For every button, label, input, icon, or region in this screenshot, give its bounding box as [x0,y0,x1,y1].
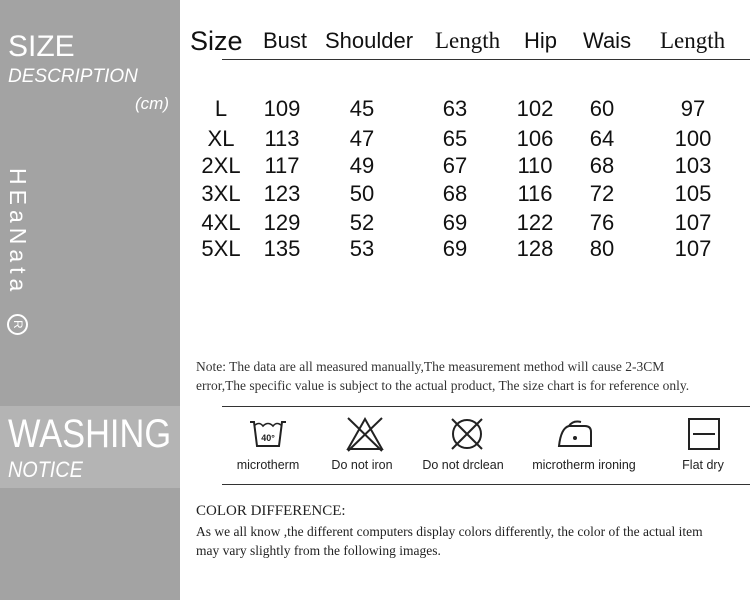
washing-rule-top [222,406,750,407]
wash-label: microtherm [236,458,300,472]
iron-low-icon [555,416,595,452]
cell-length: 65 [442,126,468,151]
cell-shoulder: 47 [349,126,375,151]
cell-shoulder: 45 [349,96,375,121]
wash-temp: 40° [261,433,275,443]
cell-length-2: 105 [674,181,712,206]
cell-length: 63 [442,96,468,121]
cell-waist: 60 [589,96,615,121]
iron-label: microtherm ironing [532,458,636,472]
cell-length: 69 [442,210,468,235]
measurement-note [196,357,750,395]
cell-size: 3XL [201,181,241,206]
cell-bust: 109 [263,96,301,121]
cell-waist: 80 [589,236,615,261]
cell-hip: 106 [516,126,554,151]
header-shoulder: Shoulder [325,28,414,53]
cell-size: L [214,96,228,121]
cell-hip: 110 [517,153,553,178]
cell-length-2: 103 [674,153,712,178]
registered-mark-icon: R [7,314,28,335]
note-line-1: Note: The data are all measured manually,The measurement method will cause 2-3CM [196,359,665,374]
header-bust: Bust [263,28,308,53]
cell-size: 4XL [201,210,241,235]
cell-size: 5XL [201,236,241,261]
header-size: Size [190,26,243,56]
cell-waist: 72 [589,181,615,206]
cell-shoulder: 49 [349,153,375,178]
do-not-dryclean-icon [447,416,487,452]
cell-waist: 68 [589,153,615,178]
cell-hip: 116 [517,181,553,206]
cell-hip: 128 [516,236,554,261]
brand-name [4,168,31,335]
header-waist: Wais [583,28,632,53]
cell-shoulder: 53 [349,236,375,261]
color-difference-text [196,522,750,560]
cell-length-2: 107 [674,236,712,261]
header-hip: Hip [524,28,558,53]
cell-size: XL [207,126,235,151]
cell-length-2: 100 [674,126,712,151]
cell-length-2: 107 [674,210,712,235]
flat-dry-icon [684,416,724,452]
header-length-2: Length [660,28,726,53]
cell-shoulder: 52 [349,210,375,235]
cell-waist: 76 [589,210,615,235]
cell-waist: 64 [589,126,615,151]
color-difference-line-2: may vary slightly from the following images. [196,543,441,558]
cell-size: 2XL [201,153,241,178]
washing-subtitle: NOTICE [8,457,83,482]
cell-hip: 122 [516,210,554,235]
color-difference-title: COLOR DIFFERENCE: [196,503,346,519]
brand-text: HEaNata [5,168,31,297]
cell-length: 68 [442,181,468,206]
no-iron-label: Do not iron [331,458,393,472]
unit-label: (cm) [135,94,169,113]
flat-dry-label: Flat dry [682,458,724,472]
cell-bust: 117 [264,153,300,178]
washing-title: WASHING [8,412,172,456]
color-difference-line-1: As we all know ,the different computers display colors differently, the color of the actual item [196,524,703,539]
wash-40-icon [248,416,288,452]
cell-bust: 135 [263,236,301,261]
size-subtitle: DESCRIPTION [8,66,138,87]
header-length: Length [435,28,501,53]
note-line-2: error,The specific value is subject to the actual product, The size chart is for reference only. [196,378,690,393]
do-not-iron-icon [345,416,385,452]
cell-bust: 129 [263,210,301,235]
cell-length: 69 [442,236,468,261]
cell-length: 67 [442,153,468,178]
cell-bust: 123 [263,181,301,206]
cell-shoulder: 50 [349,181,375,206]
no-dryclean-label: Do not drclean [422,458,504,472]
size-title: SIZE [8,30,75,63]
cell-length-2: 97 [680,96,706,121]
table-rule [222,59,750,60]
cell-bust: 113 [264,126,300,151]
cell-hip: 102 [516,96,554,121]
washing-rule-bottom [222,484,750,485]
